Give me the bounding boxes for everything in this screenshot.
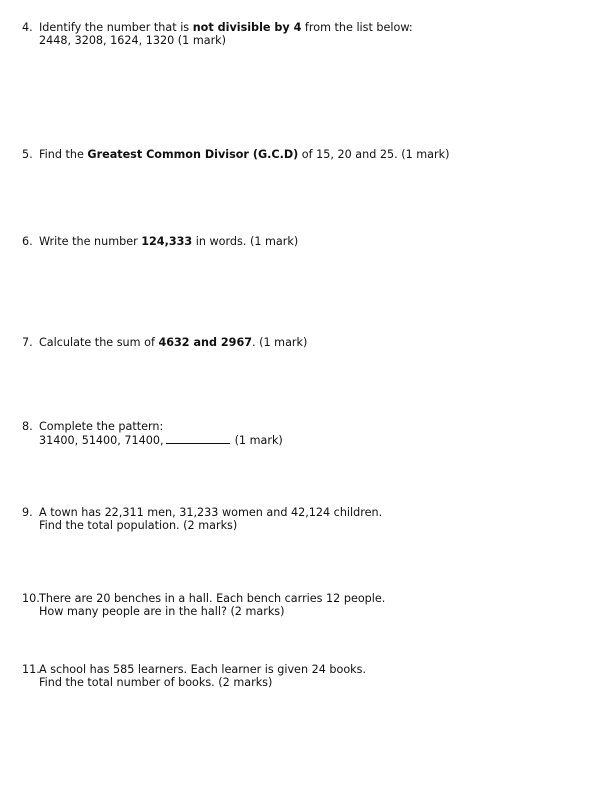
text-run: A town has 22,311 men, 31,233 women and 42,124 children. [39,506,383,519]
text-run: Find the total number of books. (2 marks) [39,676,273,690]
text-run: from the list below: [301,21,413,34]
question-number: 10. [22,592,40,605]
question-line [39,336,307,349]
text-run: Find the total population. (2 marks) [39,519,238,533]
question-number: 6. [22,235,33,248]
text-run: (1 mark) [234,434,283,448]
question-line [39,592,385,605]
question-line [39,235,298,248]
bold-text-run: not divisible by 4 [192,21,302,34]
question-text [39,336,307,349]
text-run: of 15, 20 and 25. (1 mark) [298,148,450,161]
bold-text-run: 4632 and 2967 [158,336,253,349]
text-run: How many people are in the hall? (2 marks) [39,605,285,619]
question-text [39,663,366,690]
question-text [39,148,449,161]
question-line [39,506,382,519]
question-text [39,420,283,448]
text-run: Identify the number that is [39,21,193,34]
question-line [39,148,449,161]
text-run: in words. (1 mark) [192,235,299,248]
text-run: 2448, 3208, 1624, 1320 (1 mark) [39,34,227,48]
text-run: . (1 mark) [252,336,308,349]
question-line [39,433,283,447]
question-line [39,21,413,34]
text-run: Complete the pattern: [39,420,164,433]
text-run: Find the [39,148,88,161]
question-text [39,21,413,48]
question-line [39,676,366,689]
question-line [39,34,413,47]
answer-blank[interactable] [166,433,230,444]
question-line [39,420,283,433]
question-line [39,519,382,532]
text-run: A school has 585 learners. Each learner is given 24 books. [39,663,367,676]
text-run: 31400, 51400, 71400, [39,434,164,448]
question-number: 8. [22,420,33,433]
question-number: 5. [22,148,33,161]
question-number: 11. [22,663,40,676]
question-number: 9. [22,506,33,519]
text-run: Calculate the sum of [39,336,159,349]
bold-text-run: 124,333 [141,235,193,248]
bold-text-run: Greatest Common Divisor (G.C.D) [87,148,299,161]
question-text [39,592,385,619]
question-number: 7. [22,336,33,349]
text-run: There are 20 benches in a hall. Each bench carries 12 people. [39,592,386,605]
question-line [39,663,366,676]
question-text [39,235,298,248]
question-text [39,506,382,533]
text-run: Write the number [39,235,142,248]
question-line [39,605,385,618]
question-number: 4. [22,21,33,34]
